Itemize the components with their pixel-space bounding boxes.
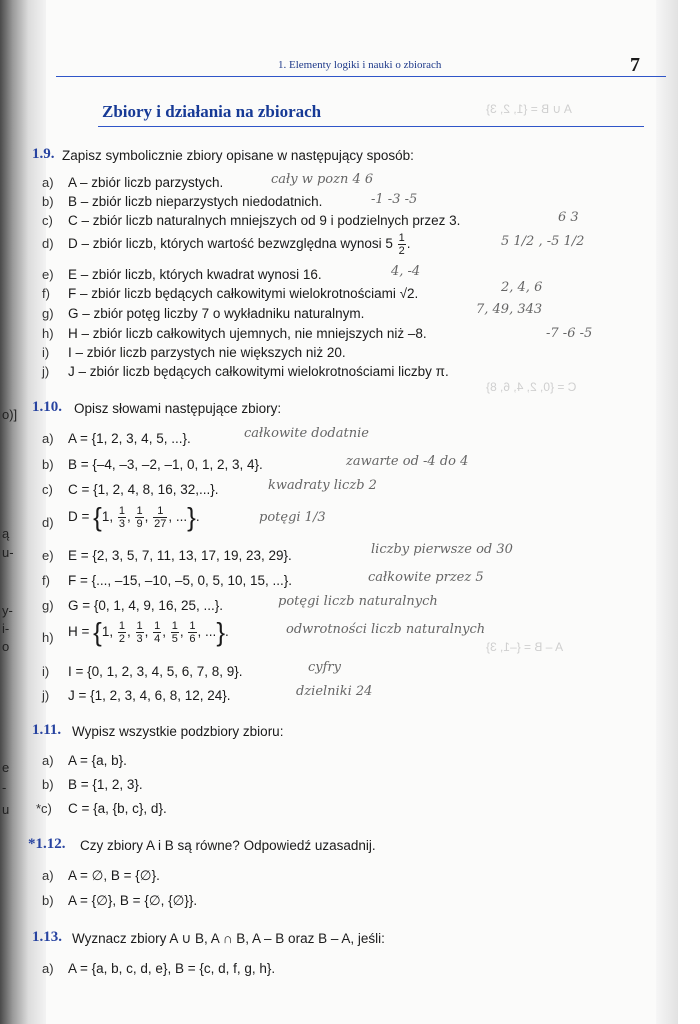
- fraction-denominator: 27: [154, 518, 167, 530]
- item-label: g): [42, 598, 54, 613]
- fraction-numerator: 1: [136, 620, 143, 632]
- left-brace: {: [93, 502, 102, 532]
- fraction-denominator: 3: [118, 518, 125, 530]
- handwritten-note: odwrotności liczb naturalnych: [286, 622, 486, 637]
- facing-page-fragment: ą: [2, 526, 10, 541]
- item-label: d): [42, 515, 54, 530]
- fraction-numerator: 1: [118, 505, 125, 517]
- item-text-part: D – zbiór liczb, których wartość bezwzględna wynosi 5: [68, 236, 393, 252]
- fraction-denominator: 2: [398, 245, 405, 257]
- item-text-end: .: [406, 236, 411, 252]
- running-title: 1. Elementy logiki i nauki o zbiorach: [278, 59, 442, 71]
- item-label: b): [42, 194, 54, 209]
- item-label: b): [42, 777, 54, 792]
- item-label: g): [42, 306, 54, 321]
- exercise-prompt: Zapisz symbolicznie zbiory opisane w następujący sposób:: [62, 148, 414, 163]
- left-brace: {: [93, 617, 102, 647]
- handwritten-note: potęgi 1/3: [259, 510, 326, 525]
- item-label: b): [42, 893, 54, 908]
- item-text: C = {a, {b, c}, d}.: [68, 801, 167, 816]
- item-label: c): [42, 213, 53, 228]
- fraction: [136, 620, 144, 645]
- fraction: [171, 620, 179, 645]
- handwritten-note: 4, -4: [391, 264, 421, 279]
- item-label: e): [42, 267, 54, 282]
- facing-page-fragment: -: [2, 780, 7, 795]
- item-text: [68, 232, 411, 257]
- item-label: a): [42, 175, 54, 190]
- item-label: c): [42, 482, 53, 497]
- item-text: G – zbiór potęg liczby 7 o wykładniku naturalnym.: [68, 306, 365, 321]
- item-label: e): [42, 548, 54, 563]
- handwritten-note: całkowite przez 5: [368, 570, 484, 585]
- item-text: B = {–4, –3, –2, –1, 0, 1, 2, 3, 4}.: [68, 457, 263, 472]
- set-prefix: H =: [68, 624, 94, 640]
- exercise-number: 1.11.: [32, 722, 62, 738]
- fraction-numerator: 1: [153, 505, 167, 518]
- handwritten-note: 2, 4, 6: [501, 280, 543, 295]
- item-text: A = ∅, B = {∅}.: [68, 868, 160, 883]
- show-through-text: C = {0, 2, 4, 6, 8}: [486, 380, 577, 394]
- item-label: h): [42, 326, 54, 341]
- item-label: j): [42, 364, 50, 379]
- fraction-denominator: 5: [171, 633, 178, 645]
- fraction-denominator: 6: [189, 633, 196, 645]
- item-text: A = {1, 2, 3, 4, 5, ...}.: [68, 431, 191, 446]
- handwritten-note: potęgi liczb naturalnych: [278, 594, 438, 609]
- right-brace: }: [187, 502, 196, 532]
- fraction: [398, 232, 406, 257]
- show-through-text: A ∪ B = {1, 2, 3}: [486, 102, 572, 116]
- item-text: J = {1, 2, 3, 4, 6, 8, 12, 24}.: [68, 688, 231, 703]
- item-text: E = {2, 3, 5, 7, 11, 13, 17, 19, 23, 29}.: [68, 548, 292, 563]
- item-text: H – zbiór liczb całkowitych ujemnych, nie mniejszych niż –8.: [68, 326, 427, 341]
- exercise-prompt: Wyznacz zbiory A ∪ B, A ∩ B, A – B oraz B – A, jeśli:: [72, 931, 385, 946]
- facing-page-fragment: u-: [2, 545, 14, 560]
- item-label: i): [42, 664, 50, 679]
- facing-page-fragment: i-: [2, 621, 10, 636]
- fraction: [135, 505, 143, 530]
- right-brace: }: [216, 617, 225, 647]
- item-label: j): [42, 688, 50, 703]
- item-text: I – zbiór liczb parzystych nie większych niż 20.: [68, 345, 346, 360]
- handwritten-note: dzielniki 24: [296, 684, 373, 699]
- exercise-prompt: Wypisz wszystkie podzbiory zbioru:: [72, 724, 284, 739]
- fraction-denominator: 9: [136, 518, 143, 530]
- page-edge: [656, 0, 678, 1024]
- exercise-number: *1.12.: [28, 836, 66, 852]
- fraction-numerator: 1: [118, 620, 125, 632]
- item-text: D = {1, $\frac{1}{3}$ , $\frac{1}{9}$ , $\frac{1}{27}$ , ...}.: [68, 502, 200, 532]
- handwritten-note: cyfry: [308, 660, 341, 675]
- fraction-numerator: 1: [189, 620, 196, 632]
- fraction-denominator: 2: [118, 633, 125, 645]
- item-label: a): [42, 753, 54, 768]
- set-prefix: D =: [68, 509, 94, 525]
- exercise-number: 1.10.: [32, 399, 62, 415]
- fraction: [153, 505, 167, 530]
- header-rule: [56, 76, 666, 77]
- book-page: [28, 0, 678, 1024]
- fraction-numerator: 1: [154, 620, 161, 632]
- facing-page-fragment: o: [2, 639, 10, 654]
- page-number: 7: [630, 54, 640, 76]
- fraction: [153, 620, 161, 645]
- exercise-number: 1.13.: [32, 929, 62, 945]
- facing-page-fragment: e: [2, 760, 10, 775]
- item-text: A = {∅}, B = {∅, {∅}}.: [68, 893, 198, 908]
- item-text: F – zbiór liczb będących całkowitymi wielokrotnościami √2.: [68, 286, 419, 301]
- item-label: i): [42, 345, 50, 360]
- item-text: C = {1, 2, 4, 8, 16, 32,...}.: [68, 482, 219, 497]
- fraction-denominator: 4: [154, 633, 161, 645]
- handwritten-note: cały w pozn 4 6: [271, 172, 374, 187]
- handwritten-note: 5 1/2 , -5 1/2: [501, 234, 585, 249]
- fraction-numerator: 1: [171, 620, 178, 632]
- item-text: F = {..., –15, –10, –5, 0, 5, 10, 15, ...}.: [68, 573, 293, 588]
- facing-page-fragment: y-: [2, 603, 13, 618]
- handwritten-note: liczby pierwsze od 30: [371, 542, 513, 557]
- fraction-denominator: 3: [136, 633, 143, 645]
- item-text: H = {1, $\frac{1}{2}$ , $\frac{1}{3}$ , $\frac{1}{4}$ , $\frac{1}{5}$ , $\frac{1}{6}$ , ...}.: [68, 617, 229, 647]
- item-label: b): [42, 457, 54, 472]
- handwritten-note: zawarte od -4 do 4: [346, 454, 469, 469]
- section-title: Zbiory i działania na zbiorach: [102, 102, 322, 121]
- item-text: B = {1, 2, 3}.: [68, 777, 143, 792]
- item-text: I = {0, 1, 2, 3, 4, 5, 6, 7, 8, 9}.: [68, 664, 243, 679]
- handwritten-note: -7 -6 -5: [546, 326, 593, 341]
- item-text: E – zbiór liczb, których kwadrat wynosi 16.: [68, 267, 322, 282]
- item-label: a): [42, 431, 54, 446]
- item-text: A – zbiór liczb parzystych.: [68, 175, 224, 190]
- exercise-prompt: Czy zbiory A i B są równe? Odpowiedź uzasadnij.: [80, 838, 376, 853]
- section-rule: [98, 126, 644, 127]
- item-label: h): [42, 630, 54, 645]
- first-element: 1: [101, 624, 110, 640]
- item-text: J – zbiór liczb będących całkowitymi wielokrotnościami liczby π.: [68, 364, 449, 379]
- item-label: f): [42, 286, 50, 301]
- item-label: a): [42, 961, 54, 976]
- handwritten-note: 7, 49, 343: [476, 302, 543, 317]
- item-text: G = {0, 1, 4, 9, 16, 25, ...}.: [68, 598, 223, 613]
- handwritten-note: -1 -3 -5: [371, 192, 418, 207]
- item-text: A = {a, b, c, d, e}, B = {c, d, f, g, h}.: [68, 961, 276, 976]
- item-text: B – zbiór liczb nieparzystych niedodatnich.: [68, 194, 323, 209]
- handwritten-note: kwadraty liczb 2: [268, 478, 377, 493]
- item-label: f): [42, 573, 50, 588]
- facing-page-fragment: o)]: [2, 407, 18, 422]
- item-text: C – zbiór liczb naturalnych mniejszych od 9 i podzielnych przez 3.: [68, 213, 461, 228]
- fraction-numerator: 1: [398, 232, 405, 244]
- item-label: d): [42, 236, 54, 251]
- fraction-numerator: 1: [136, 505, 143, 517]
- item-text: A = {a, b}.: [68, 753, 127, 768]
- facing-page-fragment: u: [2, 802, 10, 817]
- handwritten-note: całkowite dodatnie: [244, 426, 369, 441]
- exercise-prompt: Opisz słowami następujące zbiory:: [74, 401, 282, 416]
- show-through-text: A – B = {–1, 3}: [486, 640, 564, 654]
- item-label: *c): [36, 801, 52, 816]
- fraction: [188, 620, 196, 645]
- item-label: a): [42, 868, 54, 883]
- handwritten-note: 6 3: [558, 210, 579, 225]
- exercise-number: 1.9.: [32, 146, 55, 162]
- fraction: [118, 505, 126, 530]
- fraction: [118, 620, 126, 645]
